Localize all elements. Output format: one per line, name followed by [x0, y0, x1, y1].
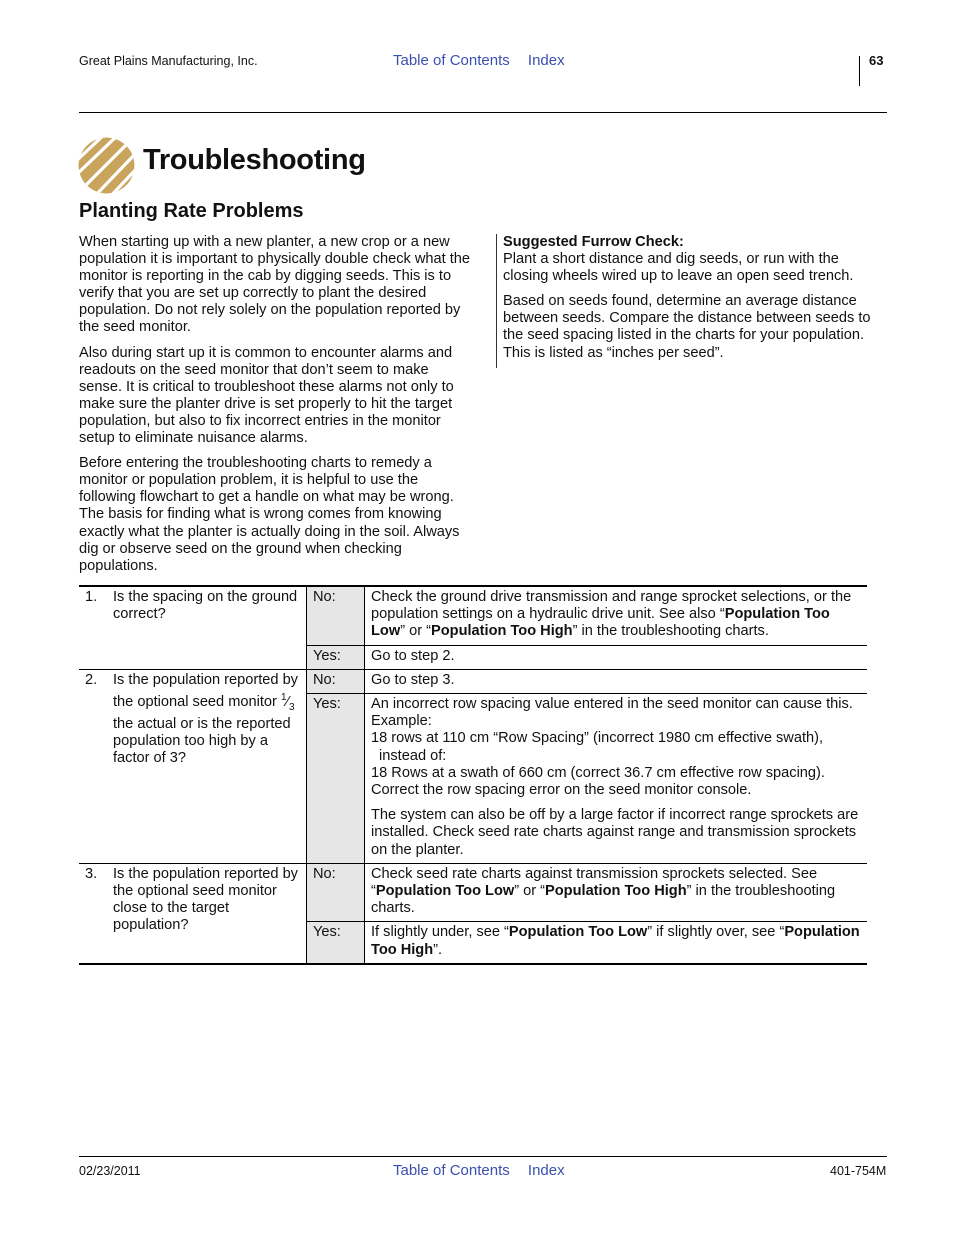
no-label: No: [307, 669, 365, 693]
step-question-text: Is the population reported by the optional seed monitor close to the target population? [113, 865, 298, 934]
yes-label: Yes: [307, 694, 365, 864]
step-number: 2. [85, 671, 98, 688]
step-number: 1. [85, 589, 98, 605]
troubleshooting-steps-table [79, 585, 867, 965]
step-question-text: Is the spacing on the ground correct? [113, 589, 298, 623]
intro-paragraph-2: Also during start up it is common to encounter alarms and readouts on the seed monitor that don’t seem to make sense. It is critical to troubleshoot these alarms not only to make sure the planter drive is set properly to hit the target population, but also to fix incorrect entries in the monitor setup to eliminate nuisance alarms. [79, 344, 454, 447]
footer-date: 02/23/2011 [79, 1164, 141, 1178]
table-row [79, 669, 867, 693]
intro-paragraph-1: When starting up with a new planter, a new crop or a new population it is important to physically double check what the monitor is reporting in the cab by digging seeds. This is to verify that you are set up correctly to plant the desired population. Do not rely solely on the population reported by the seed monitor. [79, 234, 471, 336]
header-toc-link[interactable]: Table of Contents [393, 52, 510, 69]
page-number: 63 [869, 53, 884, 68]
footer-toc-link[interactable]: Table of Contents [393, 1162, 510, 1179]
header-nav [393, 52, 579, 69]
section-title: Planting Rate Problems [79, 200, 304, 222]
step-answer-no: Go to step 3. [365, 669, 868, 693]
no-label: No: [307, 586, 365, 645]
table-row [79, 586, 867, 645]
no-label: No: [307, 863, 365, 922]
footer-rule [79, 1156, 887, 1157]
table-row [79, 863, 867, 922]
step-answer-no: Check the ground drive transmission and range sprocket selections, or the population settings on a hydraulic drive unit. See also “Population Too Low” or “Population Too High” in the troubleshooting charts. [365, 586, 868, 645]
page-title: Troubleshooting [143, 144, 366, 176]
yes-label: Yes: [307, 922, 365, 964]
intro-paragraph-3: Before entering the troubleshooting charts to remedy a monitor or population problem, it is helpful to use the following flowchart to get a handle on what may be wrong. The basis for finding what is wrong comes from knowing exactly what the planter is actually doing in the soil. Always dig or observe seed on the ground when checking populations. [79, 455, 460, 574]
furrow-check-heading: Suggested Furrow Check: [503, 234, 684, 250]
furrow-check-paragraph-2: Based on seeds found, determine an average distance between seeds. Compare the distance between seeds to the seed spacing listed in the charts for your population. This is listed as “inches per seed”. [503, 293, 871, 361]
step-number: 3. [85, 865, 98, 882]
step-answer-yes: Go to step 2. [365, 645, 868, 669]
step-question [79, 669, 307, 863]
header-rule [79, 112, 887, 113]
header-company: Great Plains Manufacturing, Inc. [79, 54, 258, 68]
great-plains-logo-icon [78, 137, 135, 194]
furrow-check-paragraph-1: Plant a short distance and dig seeds, or run with the closing wheels wired up to leave an open seed trench. [503, 251, 854, 285]
header-index-link[interactable]: Index [527, 52, 565, 69]
intro-column [79, 234, 471, 583]
step-question [79, 586, 307, 669]
footer-index-link[interactable]: Index [527, 1162, 565, 1179]
header-divider [859, 56, 860, 86]
step-question [79, 863, 307, 964]
step-question-text: Is the population reported by the optional seed monitor $^1⁄_3$ the actual or is the reported population too high by a factor of 3? [113, 671, 298, 767]
footer-nav [393, 1162, 579, 1179]
document-number: 401-754M [830, 1164, 887, 1178]
step-answer-no: Check seed rate charts against transmission sprockets selected. See “Population Too Low” or “Population Too High” in the troubleshooting charts. [365, 863, 868, 922]
step-answer-yes: An incorrect row spacing value entered in the seed monitor can cause this. Example: 18 rows at 110 cm “Row Spacing” (incorrect 1980 cm effective swath), instead of: 18 Rows at a swath of 660 cm (correct 36.7 cm effective row spacing). Correct the row spacing error on the seed monitor console. The system can also be off by a large factor if incorrect range sprockets are installed. Check seed rate charts against range and transmission sprockets on the planter. [365, 694, 868, 864]
furrow-check-column [496, 234, 888, 368]
step-answer-yes: If slightly under, see “Population Too Low” if slightly over, see “Population Too High”. [371, 924, 860, 958]
yes-label: Yes: [307, 645, 365, 669]
